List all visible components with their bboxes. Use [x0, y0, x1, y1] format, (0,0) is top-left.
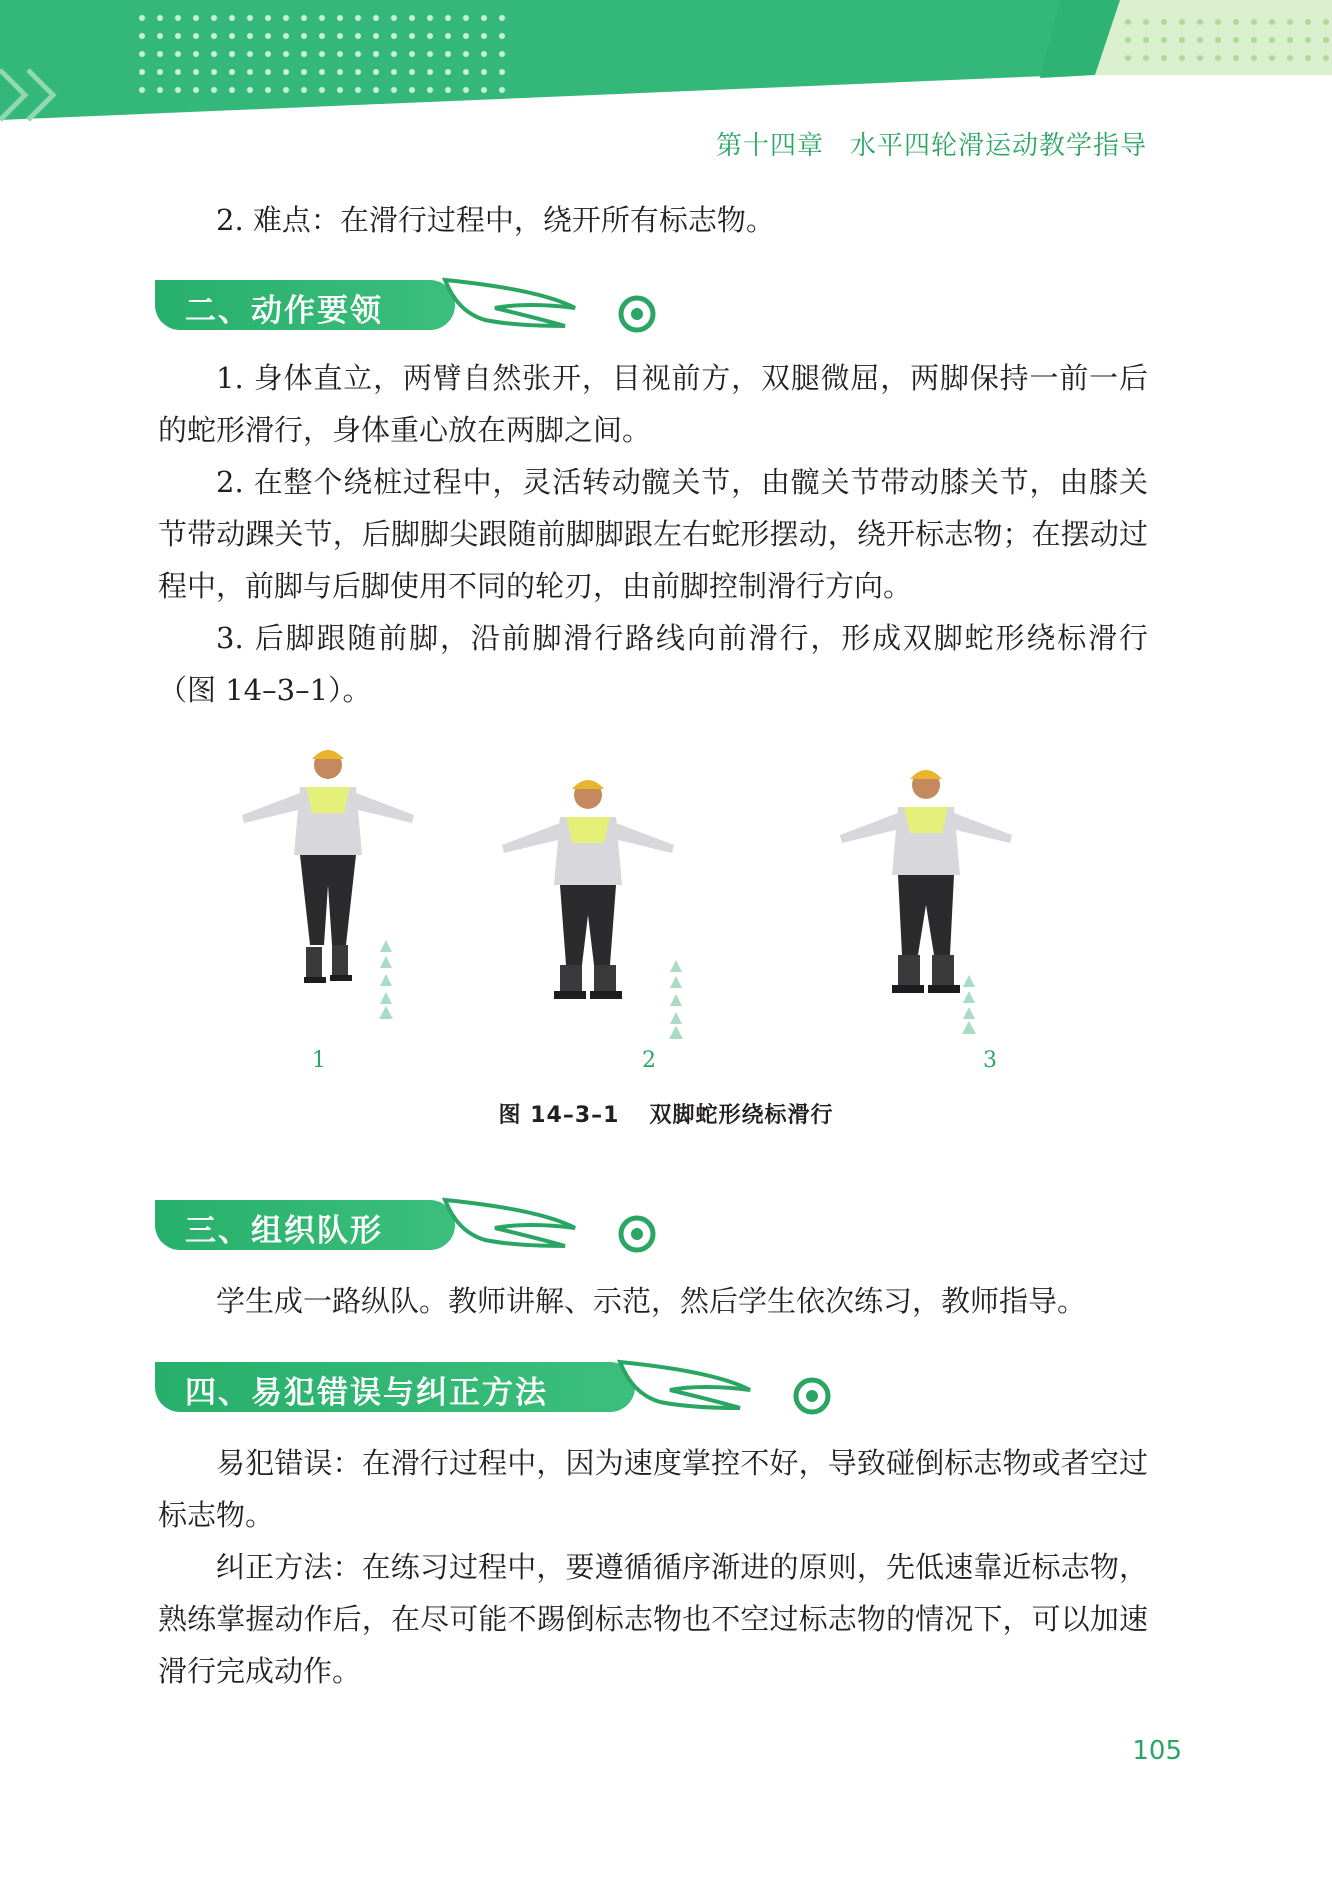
skater-photo-1: [228, 735, 428, 1035]
page-number: 105: [1132, 1736, 1182, 1766]
common-errors-paragraph: 易犯错误：在滑行过程中，因为速度掌控不好，导致碰倒标志物或者空过标志物。: [158, 1446, 1148, 1532]
figure-14-3-1: [158, 725, 1148, 1145]
cone-markers-1: [376, 940, 396, 1020]
section-title: 四、易犯错误与纠正方法: [185, 1375, 548, 1411]
section-title: 三、组织队形: [185, 1213, 383, 1249]
figure-label-2: 2: [642, 1048, 656, 1073]
section-title: 二、动作要领: [185, 293, 383, 329]
wing-target-icon: [425, 274, 665, 344]
chapter-number: 第十四章: [715, 131, 824, 161]
skater-photo-2: [488, 765, 688, 1065]
wing-target-icon: [600, 1356, 840, 1426]
chapter-title: 水平四轮滑运动教学指导: [849, 131, 1147, 161]
figure-caption-text: 双脚蛇形绕标滑行: [649, 1103, 834, 1128]
wing-target-icon: [425, 1194, 665, 1264]
running-head: [716, 125, 1147, 162]
technique-point-2: 2. 在整个绕桩过程中，灵活转动髋关节，由髋关节带动膝关节，由膝关节带动踝关节，后脚脚尖跟随前脚脚跟左右蛇形摆动，绕开标志物；在摆动过程中，前脚与后脚使用不同的轮刃，由前脚控制滑行方向。: [158, 465, 1148, 603]
difficulty-paragraph: 2. 难点：在滑行过程中，绕开所有标志物。: [216, 203, 775, 237]
skater-photo-3: [826, 755, 1026, 1055]
figure-label-3: 3: [983, 1048, 997, 1073]
technique-point-3: 3. 后脚跟随前脚，沿前脚滑行路线向前滑行，形成双脚蛇形绕标滑行（图 14–3–1）。: [158, 621, 1148, 707]
figure-label-1: 1: [312, 1048, 326, 1073]
cone-markers-3: [959, 975, 979, 1035]
header-banner: [0, 0, 1332, 135]
technique-point-1: 1. 身体直立，两臂自然张开，目视前方，双腿微屈，两脚保持一前一后的蛇形滑行，身体重心放在两脚之间。: [158, 361, 1148, 447]
figure-caption-number: 图 14–3–1: [498, 1103, 620, 1128]
formation-paragraph: 学生成一路纵队。教师讲解、示范，然后学生依次练习，教师指导。: [216, 1284, 1087, 1318]
correction-paragraph: 纠正方法：在练习过程中，要遵循循序渐进的原则，先低速靠近标志物，熟练掌握动作后，在尽可能不踢倒标志物也不空过标志物的情况下，可以加速滑行完成动作。: [158, 1550, 1148, 1688]
cone-markers-2: [666, 960, 686, 1040]
figure-caption: [0, 1098, 1332, 1129]
